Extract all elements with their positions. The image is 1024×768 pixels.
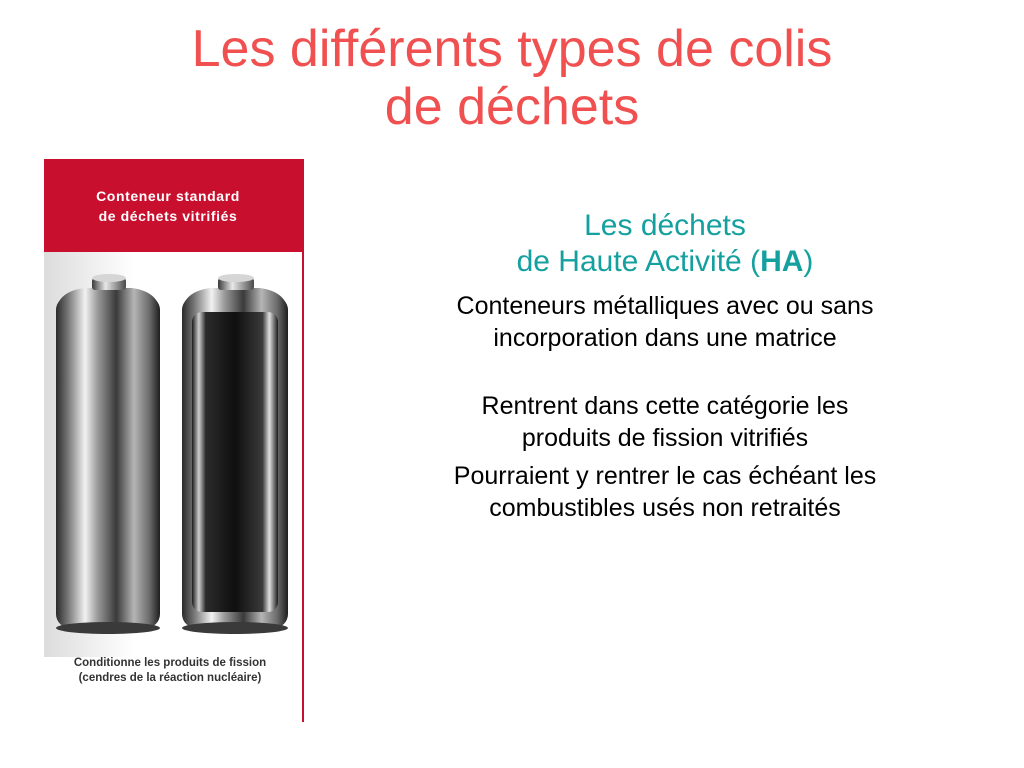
section-heading-line-1: Les déchets	[584, 209, 746, 242]
section-heading-line-2	[362, 244, 968, 280]
illustration-header-line-2: de déchets vitrifiés	[98, 207, 238, 224]
illustration-caption	[44, 656, 302, 686]
paragraph-category-line-1: Rentrent dans cette catégorie les	[481, 392, 849, 420]
paragraph-containers-line-2: incorporation dans une matrice	[493, 324, 837, 352]
illustration-header	[44, 159, 302, 252]
heading-suffix: )	[803, 245, 814, 278]
paragraph-containers-line-1: Conteneurs métalliques avec ou sans	[456, 292, 874, 320]
paragraph-category	[362, 390, 968, 454]
heading-abbreviation: HA	[760, 245, 804, 278]
section-heading	[362, 208, 968, 280]
slide-title-line-2: de déchets	[384, 78, 640, 136]
paragraph-spent-fuel-line-2: combustibles usés non retraités	[489, 494, 841, 522]
illustration-header-line-1: Conteneur standard	[96, 187, 240, 204]
paragraph-containers	[362, 290, 968, 354]
slide-body	[362, 208, 968, 524]
canister-photo	[44, 252, 302, 657]
heading-prefix: de Haute Activité (	[516, 245, 761, 278]
left-canister	[56, 274, 160, 634]
right-canister-cutaway	[182, 274, 288, 634]
illustration-caption-line-1: Conditionne les produits de fission	[73, 657, 267, 669]
slide-title	[0, 20, 1024, 136]
paragraph-spent-fuel	[362, 460, 968, 524]
paragraph-spent-fuel-line-1: Pourraient y rentrer le cas échéant les	[453, 462, 877, 490]
slide-title-line-1: Les différents types de colis	[191, 20, 833, 78]
illustration-caption-line-2: (cendres de la réaction nucléaire)	[78, 672, 262, 684]
canister-drawing	[44, 252, 302, 657]
container-illustration	[44, 159, 304, 722]
paragraph-category-line-2: produits de fission vitrifiés	[521, 424, 809, 452]
